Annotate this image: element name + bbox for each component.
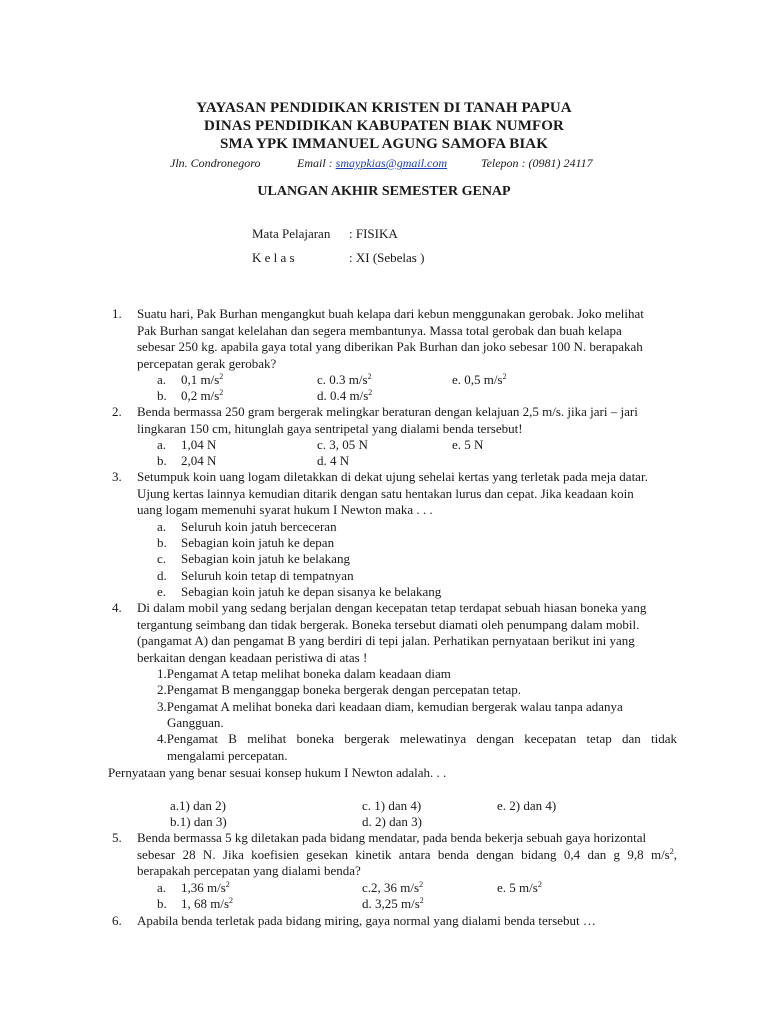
question-line: percepatan gerak gerobak?: [137, 355, 277, 371]
option-value: d. 3,25 m/s: [362, 896, 420, 911]
option-text: Seluruh koin jatuh berceceran: [181, 519, 337, 534]
question-line: Di dalam mobil yang sedang berjalan dengan kecepatan tetap terdapat sebuah hiasan boneka yang: [137, 600, 647, 615]
option-e: [452, 372, 507, 389]
question-line-text: sebesar 28 N. Jika koefisien gesekan kinetik antara benda dengan bidang 0,4 dan g 9,8 m/s: [137, 846, 670, 862]
option-text: 1,04 N: [181, 437, 217, 452]
option-e: [497, 880, 542, 897]
header-department: DINAS PENDIDIKAN KABUPATEN BIAK NUMFOR: [204, 118, 564, 134]
unit-exponent: 2: [219, 372, 224, 381]
question-number: 1.: [112, 306, 122, 321]
conclusion: Pernyataan yang benar sesuai konsep hukum I Newton adalah. . .: [108, 765, 447, 780]
question-number: 3.: [112, 469, 122, 484]
option-letter: b.: [157, 388, 167, 403]
unit-exponent: 2: [419, 880, 424, 889]
class-label: K e l a s: [252, 250, 295, 265]
question-text: [137, 830, 677, 880]
option-text: 2,04 N: [181, 453, 217, 468]
unit-exponent: 2: [368, 388, 373, 397]
option-text: [181, 388, 223, 405]
unit-exponent: 2: [229, 896, 234, 905]
question-line: lingkaran 150 cm, hitunglah gaya sentripetal yang dialami benda tersebut!: [137, 420, 523, 436]
option-letter: d.: [157, 568, 167, 583]
email-group: [297, 155, 447, 172]
option-e: e. 2) dan 4): [497, 798, 557, 813]
option-value: e. 5 m/s: [497, 880, 538, 895]
option-c: c. 1) dan 4): [362, 798, 422, 813]
option-value: e. 0,5 m/s: [452, 372, 503, 387]
subject-value: : FISIKA: [349, 226, 398, 241]
question-number: 6.: [112, 913, 122, 928]
question-text: Apabila benda terletak pada bidang miring, gaya normal yang dialami benda tersebut …: [137, 913, 596, 928]
header-school: SMA YPK IMMANUEL AGUNG SAMOFA BIAK: [220, 136, 548, 152]
header-foundation: YAYASAN PENDIDIKAN KRISTEN DI TANAH PAPUA: [196, 100, 572, 116]
unit-exponent: 2: [419, 896, 424, 905]
option-b: b.1) dan 3): [170, 814, 227, 829]
address: Jln. Condronegoro: [170, 156, 261, 170]
question-text: [137, 600, 677, 666]
question-text: [137, 306, 677, 372]
question-line: Ujung kertas lainnya kemudian ditarik dengan satu hentakan lurus dan cepat. Jika keadaan koin: [137, 485, 634, 501]
email-label: Email :: [297, 156, 336, 170]
statement-3-continued: Gangguan.: [167, 715, 224, 730]
question-line: berkaitan dengan keadaan peristiwa di atas !: [137, 649, 368, 665]
exam-title: ULANGAN AKHIR SEMESTER GENAP: [257, 184, 511, 199]
option-value: 1,36 m/s: [181, 880, 226, 895]
question-line-end: ,: [673, 846, 677, 862]
question-text: [137, 404, 677, 437]
class-value: : XI (Sebelas ): [349, 250, 425, 265]
option-text: Seluruh koin tetap di tempatnyan: [181, 568, 354, 583]
option-text: Sebagian koin jatuh ke depan: [181, 535, 335, 550]
question-number: 2.: [112, 404, 122, 419]
option-c: [362, 880, 423, 897]
option-c: [317, 372, 372, 389]
option-letter: a.: [157, 437, 167, 452]
option-letter: c.: [157, 551, 167, 566]
option-value: c.2, 36 m/s: [362, 880, 420, 895]
statement-1: 1.Pengamat A tetap melihat boneka dalam keadaan diam: [157, 666, 451, 681]
question-line: [137, 847, 677, 864]
question-number: 5.: [112, 830, 122, 845]
question-line: Pak Burhan sangat kelelahan dan segera membantunya. Massa total gerobak dan buah kelapa: [137, 322, 622, 338]
question-line: Suatu hari, Pak Burhan mengangkut buah kelapa dari kebun menggunakan gerobak. Joko melihat: [137, 306, 644, 321]
option-letter: a.: [157, 372, 167, 387]
option-text: Sebagian koin jatuh ke depan sisanya ke belakang: [181, 584, 442, 599]
unit-exponent: 2: [225, 880, 230, 889]
statement-4-continued: mengalami percepatan.: [167, 748, 288, 763]
statement-4: 4.Pengamat B melihat boneka bergerak melewatinya dengan kecepatan tetap dan tidak: [157, 731, 677, 746]
option-letter: a.: [157, 519, 167, 534]
option-letter: b.: [157, 535, 167, 550]
option-text: [181, 896, 233, 913]
question-text: [137, 469, 677, 519]
option-d: [362, 896, 424, 913]
question-line: Benda bermassa 5 kg diletakan pada bidang mendatar, pada benda bekerja sebuah gaya horizontal: [137, 830, 647, 845]
question-line: (pangamat A) dan pengamat B yang berdiri di tepi jalan. Perhatikan pernyataan berikut ini yang: [137, 633, 635, 648]
question-line: Setumpuk koin uang logam diletakkan di dekat ujung sehelai kertas yang terletak pada meja datar.: [137, 469, 648, 484]
option-letter: a.: [157, 880, 167, 895]
question-line: uang logam memenuhi syarat hukum I Newton maka . . .: [137, 502, 433, 517]
unit-exponent: 2: [669, 846, 674, 856]
statement-3: 3.Pengamat A melihat boneka dari keadaan diam, kemudian bergerak walau tanpa adanya: [157, 699, 623, 714]
option-letter: e.: [157, 584, 167, 599]
question-number: 4.: [112, 600, 122, 615]
option-value: 1, 68 m/s: [181, 896, 230, 911]
unit-exponent: 2: [537, 880, 542, 889]
option-text: [181, 372, 223, 389]
option-a: a.1) dan 2): [170, 798, 226, 813]
option-c: c. 3, 05 N: [317, 437, 368, 452]
option-e: e. 5 N: [452, 437, 484, 452]
option-d: d. 2) dan 3): [362, 814, 422, 829]
question-line: Benda bermassa 250 gram bergerak melingkar beraturan dengan kelajuan 2,5 m/s. jika jari – jari: [137, 404, 638, 419]
email-link[interactable]: smaypkias@gmail.com: [335, 156, 448, 170]
unit-exponent: 2: [219, 388, 224, 397]
question-line: sebesar 250 kg. apabila gaya total yang diberikan Pak Burhan dan joko sebesar 100 N. berapakah: [137, 339, 643, 354]
statement-2: 2.Pengamat B menganggap boneka bergerak dengan percepatan tetap.: [157, 682, 521, 697]
option-value: d. 0.4 m/s: [317, 388, 369, 403]
option-d: [317, 388, 372, 405]
question-line: berapakah percepatan yang dialami benda?: [137, 863, 361, 878]
question-line: tergantung seimbang dan tidak bergerak. Boneka tersebut diamati oleh penumpang dalam mobil.: [137, 616, 640, 632]
option-d: d. 4 N: [317, 453, 350, 468]
option-letter: b.: [157, 453, 167, 468]
phone: Telepon : (0981) 24117: [481, 156, 593, 170]
unit-exponent: 2: [502, 372, 507, 381]
option-value: c. 0.3 m/s: [317, 372, 368, 387]
option-text: Sebagian koin jatuh ke belakang: [181, 551, 350, 566]
subject-label: Mata Pelajaran: [252, 226, 331, 241]
option-value: 0,1 m/s: [181, 372, 220, 387]
option-value: 0,2 m/s: [181, 388, 220, 403]
option-letter: b.: [157, 896, 167, 911]
option-text: [181, 880, 230, 897]
unit-exponent: 2: [367, 372, 372, 381]
